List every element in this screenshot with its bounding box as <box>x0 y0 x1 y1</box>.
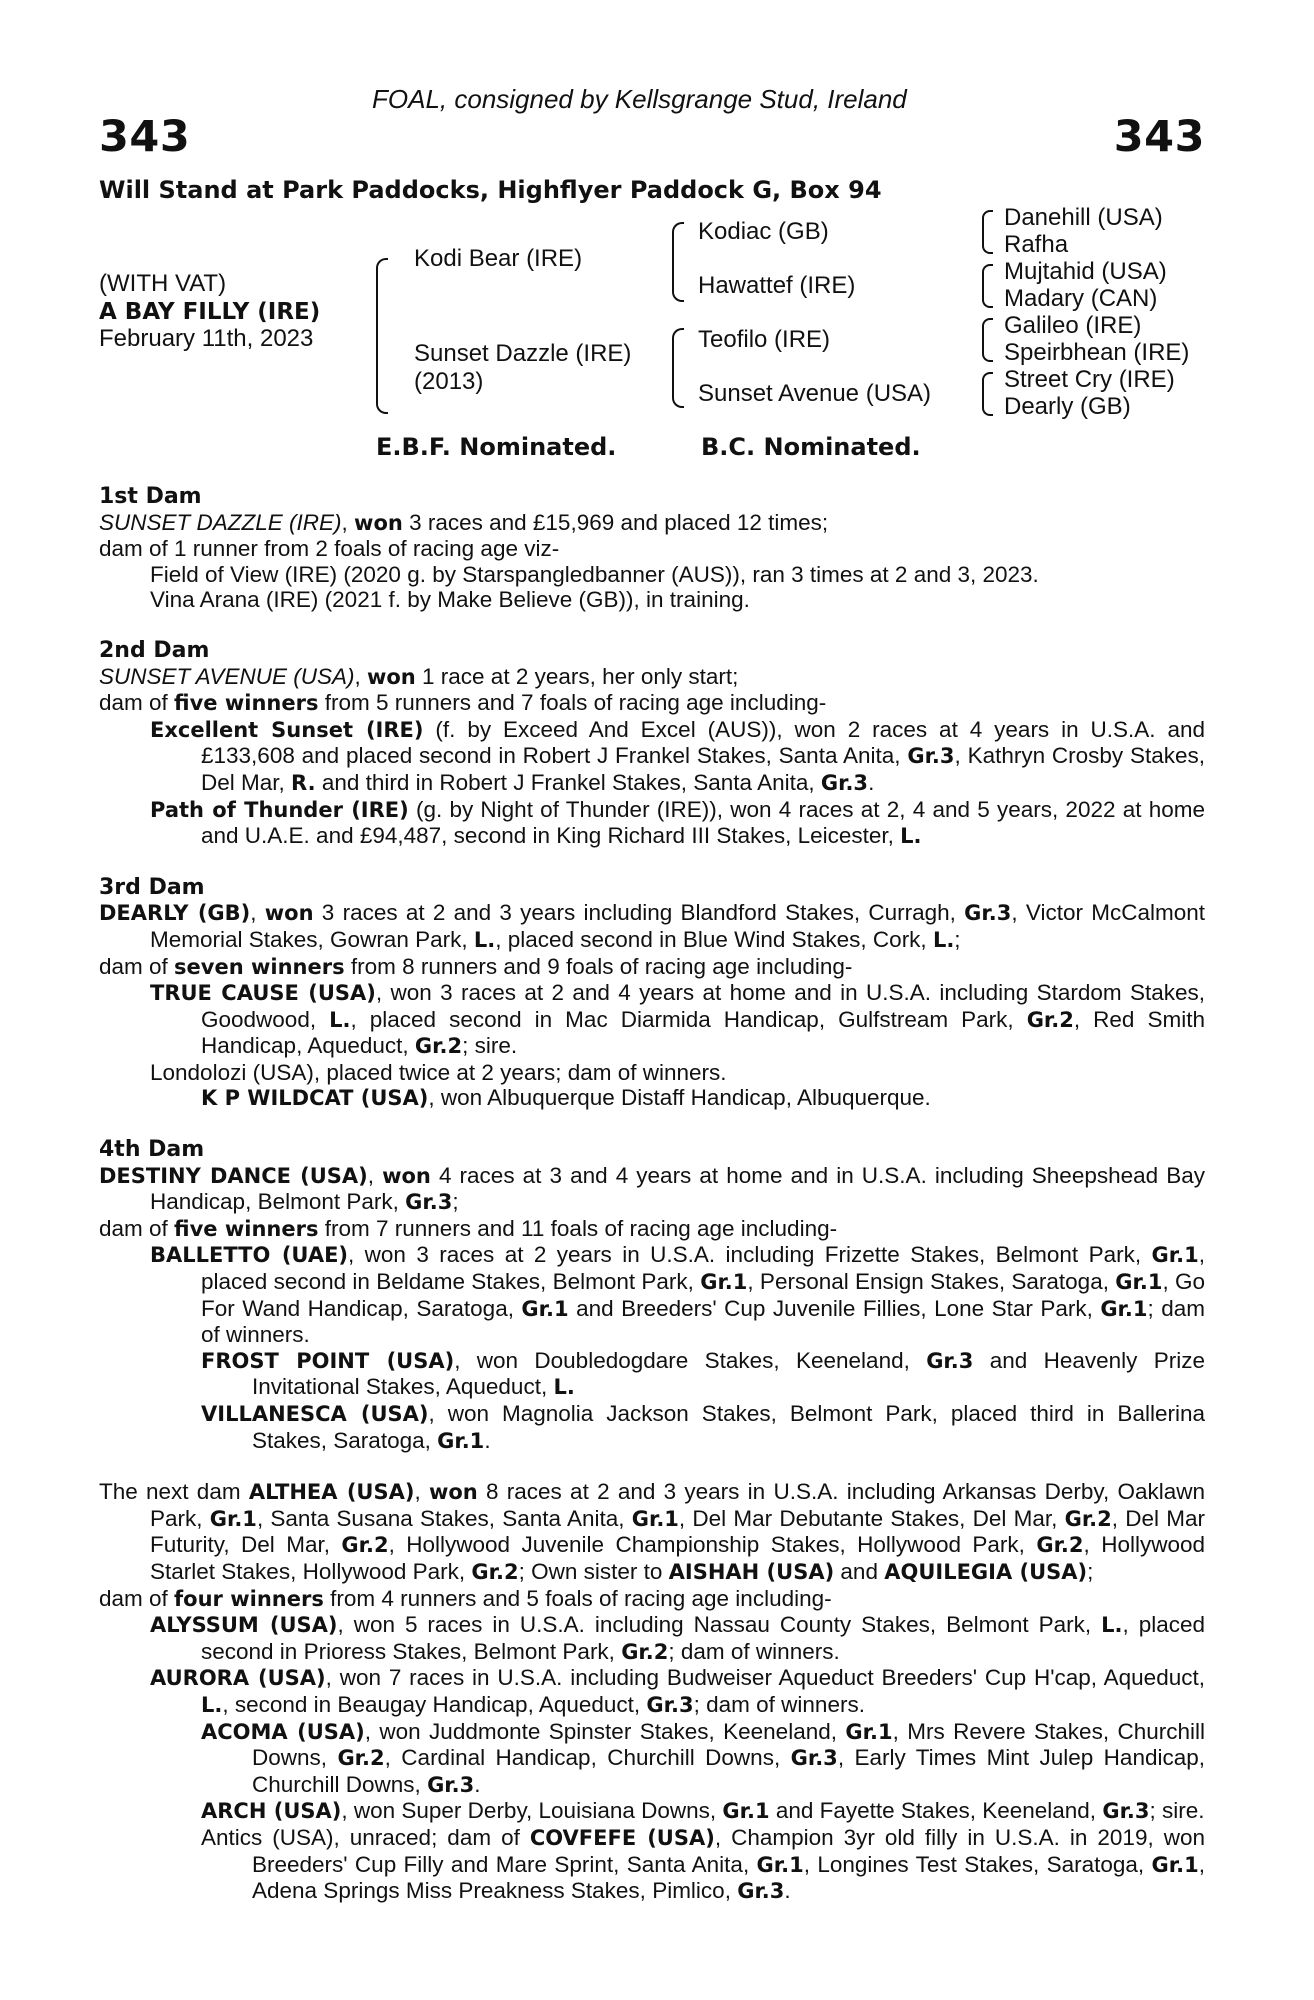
text: , won 5 races in U.S.A. including Nassau County Stakes, Belmont Park, <box>337 1612 1102 1638</box>
grade-label: Gr.1 <box>209 1506 257 1531</box>
text: dam of <box>99 953 175 979</box>
grade-label: Gr.1 <box>631 1506 679 1531</box>
text: , placed second in Blue Wind Stakes, Cork, <box>495 926 933 952</box>
dam-name: SUNSET DAZZLE (IRE) <box>99 509 342 535</box>
pedigree-gen2: Sunset Avenue (USA) <box>698 380 932 407</box>
pedigree-gen3: Street Cry (IRE) <box>1004 366 1175 393</box>
grade-label: L. <box>932 927 955 952</box>
progeny-name: ARCH (USA) <box>201 1799 342 1824</box>
catalogue-body <box>99 484 1205 1905</box>
winners-count: five winners <box>174 1216 319 1241</box>
text: ; <box>452 1189 459 1215</box>
dam-name: DEARLY (GB) <box>99 901 251 926</box>
progeny-entry: Field of View (IRE) (2020 g. by Starspangledbanner (AUS)), ran 3 times at 2 and 3, 2023. <box>150 561 1039 587</box>
text: , Longines Test Stakes, Saratoga, <box>803 1851 1152 1877</box>
grade-label: Gr.1 <box>1115 1270 1163 1295</box>
text: ; dam of winners. <box>693 1691 865 1717</box>
text: , Adena Springs Miss Preakness Stakes, Pimlico, <box>252 1851 1205 1904</box>
pedigree-gen3: Mujtahid (USA) <box>1004 258 1167 285</box>
progeny-entry <box>99 1719 1205 1799</box>
grade-label: Gr.2 <box>341 1533 389 1558</box>
pedigree-gen3: Dearly (GB) <box>1004 393 1131 420</box>
text: from 8 runners and 9 foals of racing age including- <box>344 953 853 979</box>
text: (f. by Exceed And Excel (AUS)), won 2 races at 4 years in U.S.A. and £133,608 and placed second in Robert J Frankel Stakes, Santa Anita, <box>201 716 1205 769</box>
grade-label: L. <box>900 824 922 849</box>
grade-label: Gr.1 <box>1100 1296 1148 1321</box>
third-dam-produce <box>99 954 1205 981</box>
pedigree-gen2: Kodiac (GB) <box>698 218 829 245</box>
text: ; sire. <box>462 1033 518 1059</box>
grade-label: Gr.1 <box>722 1799 770 1824</box>
grade-label: Gr.1 <box>437 1428 485 1453</box>
pedigree-gen3: Danehill (USA) <box>1004 204 1163 231</box>
text: and third in Robert J Frankel Stakes, Santa Anita, <box>315 769 821 795</box>
grade-label: Gr.3 <box>737 1879 785 1904</box>
grade-label: Gr.3 <box>907 744 955 769</box>
next-dam-produce <box>99 1586 1205 1613</box>
text: , won Doubledogdare Stakes, Keeneland, <box>454 1347 927 1373</box>
pedigree-gen3: Madary (CAN) <box>1004 285 1158 312</box>
progeny-name: AURORA (USA) <box>150 1666 326 1691</box>
text: , won Albuquerque Distaff Handicap, Albuquerque. <box>428 1085 931 1111</box>
text: , won Magnolia Jackson Stakes, Belmont Park, placed third in Ballerina Stakes, Saratoga, <box>252 1401 1205 1453</box>
pedigree-gen2: Teofilo (IRE) <box>698 326 831 353</box>
text: dam of <box>99 1215 175 1241</box>
grade-label: Gr.3 <box>820 770 869 795</box>
won-label: won <box>366 664 416 689</box>
sister-name: AQUILEGIA (USA) <box>884 1559 1088 1584</box>
third-dam-record: DEARLY (GB), won 3 races at 2 and 3 years including Blandford Stakes, Curragh, Gr.3, Victor McCalmont Memorial Stakes, Gowran Park, L., placed second in Blue Wind Stakes, Cork, L.; <box>99 900 1205 952</box>
text: and Heavenly Prize Invitational Stakes, Aqueduct, <box>252 1347 1206 1400</box>
progeny-entry <box>99 797 1205 850</box>
text: , Go For Wand Handicap, Saratoga, <box>201 1269 1205 1321</box>
vat-note: (WITH VAT) <box>99 270 227 297</box>
lot-number-left: 343 <box>99 112 191 162</box>
progeny-name: VILLANESCA (USA) <box>201 1402 429 1426</box>
third-dam-heading: 3rd Dam <box>99 874 205 900</box>
grade-label: Gr.3 <box>646 1692 694 1717</box>
progeny-name: BALLETTO (UAE) <box>150 1243 349 1268</box>
lot-title: A BAY FILLY (IRE) <box>99 299 321 325</box>
pedigree-gen3: Galileo (IRE) <box>1004 312 1142 339</box>
progeny-name: Path of Thunder (IRE) <box>150 797 409 822</box>
grade-label: Gr.2 <box>337 1746 385 1771</box>
winners-count: seven winners <box>174 954 345 979</box>
record-text: 1 race at 2 years, her only start; <box>415 663 739 689</box>
progeny-entry <box>99 1348 1205 1401</box>
dam-name: SUNSET AVENUE (USA) <box>99 663 355 689</box>
progeny-name: Excellent Sunset (IRE) <box>150 717 424 742</box>
progeny-name: ALYSSUM (USA) <box>150 1613 338 1638</box>
text: from 4 runners and 5 foals of racing age including- <box>323 1585 832 1611</box>
text: , Early Times Mint Julep Handicap, Churchill Downs, <box>252 1745 1205 1797</box>
grade-label: Gr.1 <box>845 1719 893 1744</box>
progeny-entry <box>99 980 1205 1060</box>
consignment-line: FOAL, consigned by Kellsgrange Stud, Ireland <box>372 84 907 114</box>
pedigree-sire: Kodi Bear (IRE) <box>414 245 583 272</box>
pedigree-gen3: Rafha <box>1004 231 1069 258</box>
text: , Red Smith Handicap, Aqueduct, <box>201 1006 1205 1059</box>
text: ; <box>1087 1558 1094 1584</box>
won-label: won <box>264 901 314 926</box>
grade-label: Gr.1 <box>1151 1852 1199 1877</box>
text: from 7 runners and 11 foals of racing age including- <box>318 1215 838 1241</box>
winners-count: five winners <box>174 691 319 716</box>
progeny-entry <box>99 1612 1205 1665</box>
text: ; dam of winners. <box>668 1638 840 1664</box>
text: from 5 runners and 7 foals of racing age including- <box>318 690 827 716</box>
grade-label: Gr.3 <box>427 1772 475 1797</box>
pedigree-gen3: Speirbhean (IRE) <box>1004 339 1190 366</box>
grade-label: Gr.3 <box>405 1190 453 1215</box>
text: ; sire. <box>1149 1798 1205 1824</box>
text: 4 races at 3 and 4 years at home and in U.S.A. including Sheepshead Bay Handicap, Belmont Park, <box>150 1162 1206 1215</box>
second-dam-record: SUNSET AVENUE (USA), won 1 race at 2 years, her only start; <box>99 663 739 689</box>
winners-count: four winners <box>174 1586 324 1611</box>
text: ; Own sister to <box>518 1558 669 1584</box>
text: The next dam <box>99 1479 249 1505</box>
grade-label: L. <box>553 1375 575 1400</box>
grade-label: Gr.2 <box>621 1639 669 1664</box>
grade-label: Gr.2 <box>1026 1007 1074 1032</box>
record-text: 3 races and £15,969 and placed 12 times; <box>402 509 829 535</box>
grade-label: L. <box>473 927 496 952</box>
grade-label: Gr.3 <box>964 901 1012 926</box>
progeny-entry <box>99 1798 1205 1825</box>
text: . <box>784 1878 791 1904</box>
pedigree-dam-year: (2013) <box>414 368 484 395</box>
grade-label: Gr.2 <box>1036 1533 1084 1558</box>
text: , placed second in Beldame Stakes, Belmont Park, <box>201 1242 1205 1295</box>
text: , won Juddmonte Spinster Stakes, Keeneland, <box>364 1718 846 1744</box>
text: 3 races at 2 and 3 years including Blandford Stakes, Curragh, <box>313 900 965 926</box>
text: , Mrs Revere Stakes, Churchill Downs, <box>252 1718 1205 1771</box>
progeny-entry: Vina Arana (IRE) (2021 f. by Make Believe (GB)), in training. <box>150 587 750 613</box>
progeny-entry <box>99 717 1205 797</box>
progeny-name: TRUE CAUSE (USA) <box>150 981 376 1006</box>
next-dam-record: The next dam ALTHEA (USA), won 8 races at 2 and 3 years in U.S.A. including Arkansas Derby, Oaklawn Park, Gr.1, Santa Susana Stakes, Santa Anita, Gr.1, Del Mar Debutante Stakes, Del Mar, Gr.2, Del Mar Futurity, Del Mar, Gr.2, Hollywood Juvenile Championship Stakes, Hollywood Park, Gr.2, Hollywood Starlet Stakes, Hollywood Park, Gr.2; Own sister to AISHAH (USA) and AQUILEGIA (USA); <box>99 1479 1206 1584</box>
progeny-name: FROST POINT (USA) <box>201 1348 455 1373</box>
progeny-name: COVFEFE (USA) <box>529 1825 715 1850</box>
grade-label: Gr.1 <box>1151 1243 1199 1268</box>
text: , won 7 races in U.S.A. including Budweiser Aqueduct Breeders' Cup H'cap, Aqueduct, <box>325 1665 1205 1691</box>
text: , Del Mar Debutante Stakes, Del Mar, <box>678 1505 1065 1531</box>
pedigree-gen2: Hawattef (IRE) <box>698 272 856 299</box>
birth-date: February 11th, 2023 <box>99 325 314 352</box>
won-label: won <box>382 1163 431 1188</box>
text: and <box>834 1558 885 1584</box>
fourth-dam-heading: 4th Dam <box>99 1137 205 1163</box>
text: , Victor McCalmont Memorial Stakes, Gowran Park, <box>150 900 1205 952</box>
pedigree-dam: Sunset Dazzle (IRE) <box>414 340 632 367</box>
text: ; <box>954 926 961 952</box>
grade-label: Gr.1 <box>700 1270 748 1295</box>
text: , Hollywood Starlet Stakes, Hollywood Park, <box>150 1532 1206 1584</box>
text: dam of <box>99 1585 175 1611</box>
text: , won 3 races at 2 and 4 years at home and in U.S.A. including Stardom Stakes, Goodwood, <box>201 980 1205 1032</box>
dam-name: DESTINY DANCE (USA) <box>99 1163 368 1188</box>
fourth-dam-produce <box>99 1216 1205 1243</box>
text: , Kathryn Crosby Stakes, Del Mar, <box>201 743 1205 795</box>
sister-name: AISHAH (USA) <box>668 1559 835 1584</box>
first-dam-record: SUNSET DAZZLE (IRE), won 3 races and £15,969 and placed 12 times; <box>99 509 829 535</box>
won-label: won <box>354 510 403 535</box>
text: , Hollywood Juvenile Championship Stakes, Hollywood Park, <box>388 1532 1037 1558</box>
grade-label: R. <box>291 770 316 795</box>
text: , won 3 races at 2 years in U.S.A. including Frizette Stakes, Belmont Park, <box>348 1242 1152 1268</box>
text: , Santa Susana Stakes, Santa Anita, <box>256 1505 632 1531</box>
lot-number-right: 343 <box>1113 112 1205 162</box>
grade-label: L. <box>329 1007 351 1032</box>
grade-label: L. <box>201 1692 223 1717</box>
progeny-name: K P WILDCAT (USA) <box>201 1086 429 1111</box>
text: and Breeders' Cup Juvenile Fillies, Lone Star Park, <box>568 1295 1101 1321</box>
text: , Personal Ensign Stakes, Saratoga, <box>747 1269 1116 1295</box>
text: and Fayette Stakes, Keeneland, <box>769 1798 1103 1824</box>
progeny-entry <box>99 1085 1205 1112</box>
stand-location: Will Stand at Park Paddocks, Highflyer Paddock G, Box 94 <box>99 176 882 204</box>
progeny-entry <box>99 1242 1205 1347</box>
grade-label: Gr.3 <box>1102 1799 1150 1824</box>
second-dam-heading: 2nd Dam <box>99 637 210 663</box>
text: . <box>484 1427 491 1453</box>
first-dam-heading: 1st Dam <box>99 484 202 509</box>
grade-label: Gr.1 <box>756 1852 804 1877</box>
progeny-entry: Londolozi (USA), placed twice at 2 years; dam of winners. <box>150 1059 727 1085</box>
text: , Del Mar Futurity, Del Mar, <box>150 1505 1205 1558</box>
text: (g. by Night of Thunder (IRE)), won 4 races at 2, 4 and 5 years, 2022 at home and U.A.E. and £94,487, second in King Richard III Stakes, Leicester, <box>201 796 1205 849</box>
bc-nomination: B.C. Nominated. <box>701 433 921 461</box>
grade-label: L. <box>1101 1613 1123 1638</box>
text: ; dam of winners. <box>201 1295 1205 1348</box>
progeny-entry <box>99 1825 1205 1905</box>
text: , second in Beaugay Handicap, Aqueduct, <box>222 1691 647 1717</box>
text: , won Super Derby, Louisiana Downs, <box>341 1798 723 1824</box>
second-dam-produce <box>99 690 1205 717</box>
progeny-entry <box>99 1665 1205 1718</box>
text: , Cardinal Handicap, Churchill Downs, <box>384 1745 791 1771</box>
fourth-dam-record: DESTINY DANCE (USA), won 4 races at 3 and 4 years at home and in U.S.A. including Sheepshead Bay Handicap, Belmont Park, Gr.3; <box>99 1162 1206 1215</box>
text: . <box>474 1771 481 1797</box>
grade-label: Gr.2 <box>471 1559 519 1584</box>
text: Antics (USA), unraced; dam of <box>201 1824 530 1850</box>
text: . <box>868 769 875 795</box>
text: , placed second in Prioress Stakes, Belmont Park, <box>201 1612 1206 1664</box>
grade-label: Gr.3 <box>926 1348 974 1373</box>
text: , Champion 3yr old filly in U.S.A. in 2019, won Breeders' Cup Filly and Mare Sprint, Santa Anita, <box>252 1824 1205 1877</box>
won-label: won <box>428 1480 478 1505</box>
ebf-nomination: E.B.F. Nominated. <box>376 433 617 461</box>
dam-name: ALTHEA (USA) <box>248 1480 415 1505</box>
text: , placed second in Mac Diarmida Handicap, Gulfstream Park, <box>350 1006 1027 1032</box>
text: 8 races at 2 and 3 years in U.S.A. including Arkansas Derby, Oaklawn Park, <box>150 1479 1205 1531</box>
first-dam-produce: dam of 1 runner from 2 foals of racing age viz- <box>99 536 560 562</box>
progeny-name: ACOMA (USA) <box>201 1719 365 1744</box>
grade-label: Gr.2 <box>1064 1506 1112 1531</box>
grade-label: Gr.1 <box>521 1296 569 1321</box>
text: dam of <box>99 690 175 716</box>
grade-label: Gr.2 <box>414 1034 463 1059</box>
progeny-entry <box>99 1401 1205 1454</box>
grade-label: Gr.3 <box>790 1746 838 1771</box>
